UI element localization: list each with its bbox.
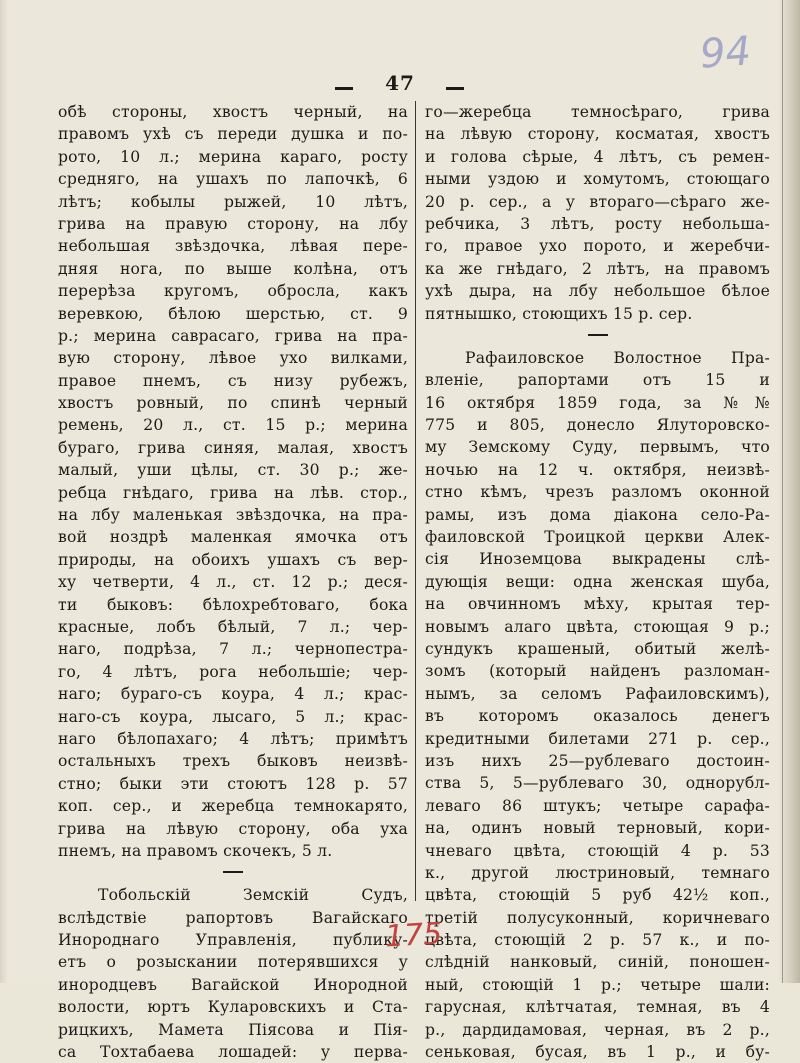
text-line: сеньковая, бусая, въ 1 р., и бу- [425,1043,770,1062]
page-number: 47 [385,71,415,95]
text-line: гарусная, клѣтчатая, темная, въ 4 [425,998,770,1017]
left-column [58,101,408,1063]
text-line: вую сторону, лѣвое ухо вилками, [58,349,408,368]
text-line: вой ноздрѣ маленкая ямочка отъ [58,528,408,547]
text-line: третій полусуконный, коричневаго [425,908,770,927]
text-line: на лбу маленькая звѣздочка, на пра- [58,506,408,525]
text-line: перерѣза кругомъ, обросла, какъ [58,282,408,301]
left-paragraph-1 [58,101,408,862]
text-line: на лѣвую сторону, косматая, хвостъ [425,125,770,144]
text-line: новымъ алаго цвѣта, стоющая 9 р.; [425,617,770,636]
text-line: р.; мерина саврасаго, грива на пра- [58,326,408,345]
text-line: вленіе, рапортами отъ 15 и [425,371,770,390]
text-line: сія Иноземцова выкрадены слѣ- [425,550,770,569]
text-line: ребчика, 3 лѣтъ, росту небольша- [425,214,770,233]
text-line: ти быковъ: бѣлохребтоваго, бока [58,595,408,614]
paragraph-separator [223,871,243,873]
right-paragraph-1 [425,101,770,325]
paragraph-separator [588,334,608,336]
text-line: дняя нога, по выше колѣна, отъ [58,259,408,278]
text-line: го, правое ухо порото, и жеребчи- [425,237,770,256]
text-line: ребца гнѣдаго, грива на лѣв. стор., [58,483,408,502]
text-line: правомъ ухѣ съ переди душка и по- [58,125,408,144]
text-line: наго, подрѣза, 7 л.; чернопестра- [58,640,408,659]
text-line: наго; бураго-съ коура, 4 л.; крас- [58,685,408,704]
text-line: ный, стоющій 1 р.; четыре шали: [425,975,770,994]
text-line: стно кѣмъ, чрезъ разломъ оконной [425,483,770,502]
text-line: 16 октября 1859 года, за №№ [425,393,770,412]
text-line: и голова сѣрые, 4 лѣтъ, съ ремен- [425,147,770,166]
text-line: зомъ (который найденъ разломан- [425,662,770,681]
text-line: обѣ стороны, хвостъ черный, на [58,103,408,121]
text-line: стно; быки эти стоютъ 128 р. 57 [58,774,408,793]
text-line: коп. сер., и жеребца темнокарято, [58,797,408,816]
text-line: небольшая звѣздочка, лѣвая пере- [58,237,408,256]
text-line: на овчинномъ мѣху, крытая тер- [425,595,770,614]
text-line: рото, 10 л.; мерина караго, росту [58,147,408,166]
text-line: рицкихъ, Мамета Піясова и Пія- [58,1020,408,1039]
text-line: бураго, грива синяя, малая, хвостъ [58,438,408,457]
text-line: лѣтъ; кобылы рыжей, 10 лѣтъ, [58,192,408,211]
text-line: кредитными билетами 271 р. сер., [425,729,770,748]
text-line: красные, лобъ бѣлый, 7 л.; чер- [58,617,408,636]
text-line: слѣдній нанковый, синій, поношен- [425,953,770,972]
text-line: въ которомъ оказалось денегъ [425,707,770,726]
text-line: хвостъ ровный, по спинѣ черный [58,394,408,413]
text-line: Тобольскій Земскій Судъ, [98,886,408,905]
text-line: малый, уши цѣлы, ст. 30 р.; же- [58,461,408,480]
text-line: чневаго цвѣта, стоющій 4 р. 53 [425,841,770,860]
folio-dash-right [446,87,464,90]
text-line: му Земскому Суду, первымъ, что [425,438,770,457]
text-line: ухѣ дыра, на лбу небольшое бѣлое [425,282,770,301]
text-line: вслѣдствіе рапортовъ Вагайскаго [58,908,408,927]
text-line: изъ нихъ 25—рублеваго достоин- [425,751,770,770]
text-line: леваго 86 штукъ; четыре сарафа- [425,796,770,815]
text-line: нымъ, за селомъ Рафаиловскимъ), [425,684,770,703]
text-line: пятнышко, стоющихъ 15 р. сер. [425,304,693,323]
text-line: правое пнемъ, съ низу рубежъ, [58,371,408,390]
right-paragraph-2 [425,347,770,1063]
text-line: р., дардидамовая, черная, въ 2 р., [425,1020,770,1039]
text-line: 20 р. сер., а у втораго—сѣраго же- [425,192,770,211]
text-line: пнемъ, на правомъ скочекъ, 5 л. [58,841,333,860]
text-line: средняго, на ушахъ по лапочкѣ, 6 [58,170,408,189]
text-line: са Тохтабаева лошадей: у перва- [58,1043,408,1062]
text-line: веревкою, бѣлою шерстью, ст. 9 [58,304,408,323]
pencil-page-note: 94 [698,28,753,78]
text-line: етъ о розыскании потерявшихся у [58,953,408,972]
text-line: фаиловской Троицкой церкви Алек- [425,528,770,547]
text-line: грива на правую сторону, на лбу [58,214,408,233]
text-line: ства 5, 5—рублеваго 30, однорубл- [425,774,770,793]
text-line: го, 4 лѣтъ, рога небольшіе; чер- [58,662,408,681]
text-line: цвѣта, стоющій 5 руб 42½ коп., [425,886,770,905]
text-line: го—жеребца темносѣраго, грива [425,103,770,121]
ink-folio-note: 175 [384,916,444,955]
text-line: ночью на 12 ч. октября, неизвѣ- [425,460,770,479]
page-gutter-left [0,0,8,983]
page-edge-line [782,0,783,983]
text-line: Рафаиловское Волостное Пра- [465,348,770,367]
text-line: ка же гнѣдаго, 2 лѣтъ, на правомъ [425,259,770,278]
text-line: ремень, 20 л., ст. 15 р.; мерина [58,416,408,435]
text-line: остальныхъ трехъ быковъ неизвѣ- [58,752,408,771]
text-line: к., другой люстриновый, темнаго [425,863,770,882]
text-line: инородцевъ Вагайской Инородной [58,975,408,994]
left-paragraph-2 [58,884,408,1063]
text-line: сундукъ крашеный, обитый желѣ- [425,639,770,658]
text-line: на, одинъ новый терновый, кори- [425,819,770,838]
text-line: наго-съ коура, лысаго, 5 л.; крас- [58,707,408,726]
text-line: цвѣта, стоющій 2 р. 57 к., и по- [425,931,770,950]
column-rule [415,101,416,901]
text-line: 775 и 805, донесло Ялуторовско- [425,416,770,435]
text-line: Инороднаго Управленія, публику- [58,931,408,950]
text-line: природы, на обоихъ ушахъ съ вер- [58,550,408,569]
text-line: ными уздою и хомутомъ, стоющаго [425,170,770,189]
text-line: грива на лѣвую сторону, оба уха [58,819,408,838]
text-line: волости, юртъ Куларовскихъ и Ста- [58,998,408,1017]
text-line: рамы, изъ дома діакона село-Ра- [425,505,770,524]
text-line: дующія вещи: одна женская шуба, [425,572,770,591]
text-line: наго бѣлопахаго; 4 лѣтъ; примѣтъ [58,729,408,748]
right-column [425,101,770,1063]
text-line: ху четверти, 4 л., ст. 12 р.; деся- [58,573,408,592]
